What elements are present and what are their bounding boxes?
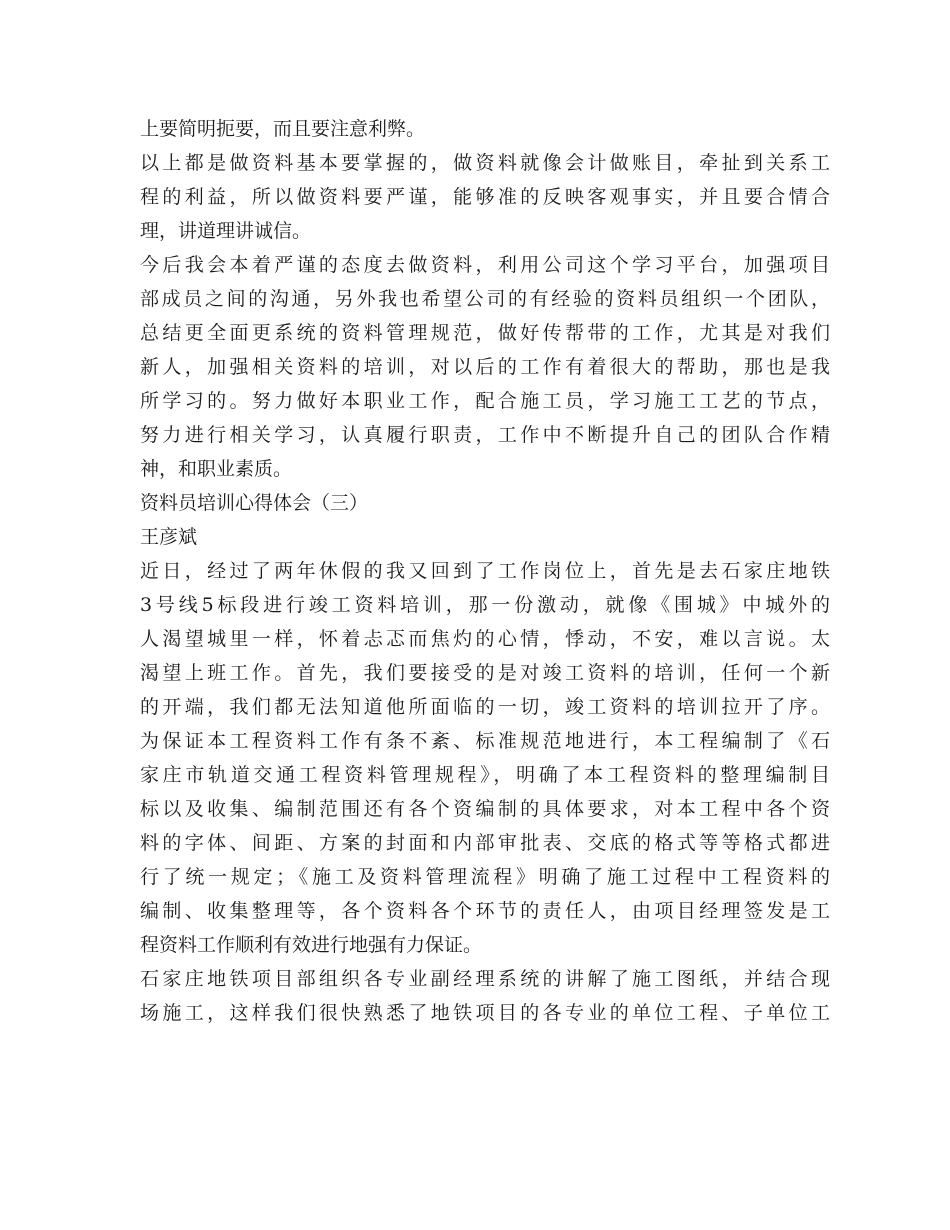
text-line: 的开端，我们都无法知道他所面临的一切，竣工资料的培训拉开了序。 <box>140 696 830 718</box>
text-line: 3号线5标段进行竣工资料培训，那一份激动，就像《围城》中城外的 <box>140 594 830 616</box>
author-name: 王彦斌 <box>140 526 198 548</box>
text-line: 为保证本工程资料工作有条不紊、标准规范地进行，本工程编制了《石 <box>140 730 830 752</box>
text-line: 神，和职业素质。 <box>140 458 293 480</box>
text-line: 近日，经过了两年休假的我又回到了工作岗位上，首先是去石家庄地铁 <box>140 560 830 582</box>
text-line: 努力进行相关学习，认真履行职责，工作中不断提升自己的团队合作精 <box>140 424 830 446</box>
text-line: 总结更全面更系统的资料管理规范，做好传帮带的工作，尤其是对我们 <box>140 322 830 344</box>
text-line: 新人，加强相关资料的培训，对以后的工作有着很大的帮助，那也是我 <box>140 356 830 378</box>
text-line: 人渴望城里一样，怀着忐忑而焦灼的心情，悸动，不安，难以言说。太 <box>140 628 830 650</box>
section-heading: 资料员培训心得体会（三） <box>140 492 369 514</box>
text-line: 场施工，这样我们很快熟悉了地铁项目的各专业的单位工程、子单位工 <box>140 1002 830 1024</box>
text-line: 理，讲道理讲诚信。 <box>140 220 312 242</box>
text-line: 家庄市轨道交通工程资料管理规程》，明确了本工程资料的整理编制目 <box>140 764 830 786</box>
text-line: 上要简明扼要，而且要注意利弊。 <box>140 118 426 140</box>
text-line: 标以及收集、编制范围还有各个资编制的具体要求，对本工程中各个资 <box>140 798 830 820</box>
text-line: 渴望上班工作。首先，我们要接受的是对竣工资料的培训，任何一个新 <box>140 662 830 684</box>
text-line: 今后我会本着严谨的态度去做资料，利用公司这个学习平台，加强项目 <box>140 254 830 276</box>
text-line: 编制、收集整理等，各个资料各个环节的责任人，由项目经理签发是工 <box>140 900 830 922</box>
text-line: 程的利益，所以做资料要严谨，能够准的反映客观事实，并且要合情合 <box>140 186 830 208</box>
text-line: 以上都是做资料基本要掌握的，做资料就像会计做账目，牵扯到关系工 <box>140 152 830 174</box>
document-body <box>140 112 830 1030</box>
text-line: 石家庄地铁项目部组织各专业副经理系统的讲解了施工图纸，并结合现 <box>140 968 830 990</box>
text-line: 料的字体、间距、方案的封面和内部审批表、交底的格式等等格式都进 <box>140 832 830 854</box>
text-line: 行了统一规定；《施工及资料管理流程》明确了施工过程中工程资料的 <box>140 866 830 888</box>
text-line: 部成员之间的沟通，另外我也希望公司的有经验的资料员组织一个团队， <box>140 288 830 310</box>
text-line: 所学习的。努力做好本职业工作，配合施工员，学习施工工艺的节点， <box>140 390 830 412</box>
text-line: 程资料工作顺利有效进行地强有力保证。 <box>140 934 483 956</box>
